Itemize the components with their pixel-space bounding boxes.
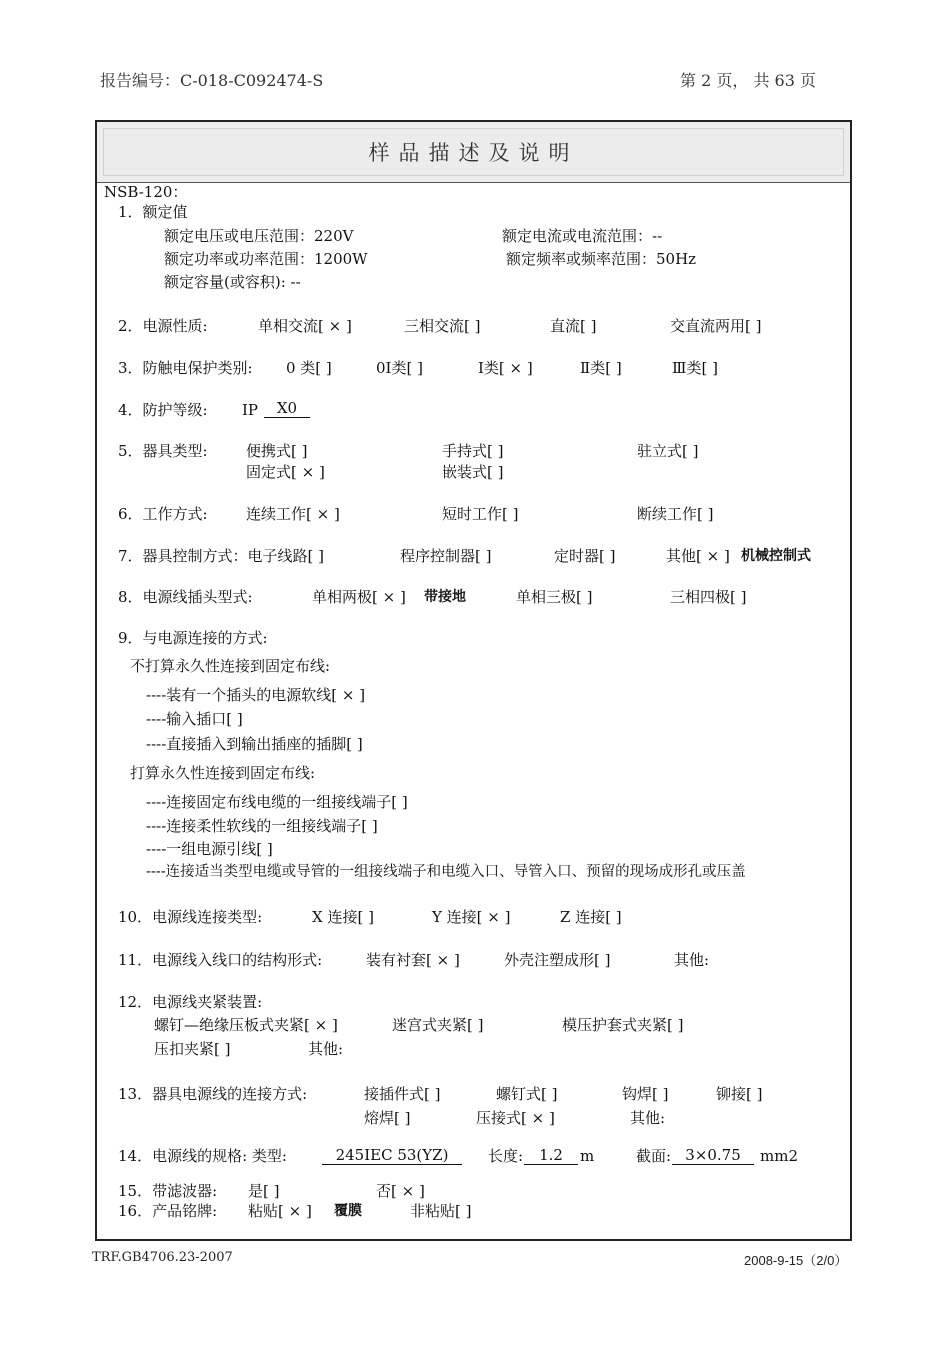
s2-option-dc: 直流[ ] — [550, 317, 597, 335]
rated-power: 额定功率或功率范围：1200W — [164, 250, 368, 268]
s11-option-moulded: 外壳注塑成形[ ] — [504, 951, 611, 969]
s2-option-single-phase-ac: 单相交流[ × ] — [258, 317, 352, 335]
rated-capacity: 额定容量(或容积): -- — [164, 273, 301, 291]
s5-option-portable: 便携式[ ] — [246, 442, 308, 460]
s8-label: 8．电源线插头型式: — [118, 588, 253, 606]
s12-option-screw-clamp: 螺钉—绝缘压板式夹紧[ × ] — [154, 1016, 338, 1034]
s12-option-snap-clamp: 压扣夹紧[ ] — [154, 1040, 231, 1058]
s3-option-class-i: Ⅰ类[ × ] — [478, 359, 533, 377]
s13-label: 13．器具电源线的连接方式: — [118, 1085, 308, 1103]
s5-option-built-in: 嵌装式[ ] — [442, 463, 504, 481]
s11-label: 11．电源线入线口的结构形式: — [118, 951, 323, 969]
s11-option-other: 其他: — [674, 951, 710, 969]
s5-option-handheld: 手持式[ ] — [442, 442, 504, 460]
form-title-bar — [97, 122, 850, 183]
s9-p-terminals-and-entries: ----连接适当类型电缆或导管的一组接线端子和电缆入口、导管入口、预留的现场成形孔或压盖 — [146, 864, 746, 880]
s15-option-yes: 是[ ] — [248, 1182, 280, 1200]
s10-label: 10．电源线连接类型: — [118, 908, 263, 926]
s13-option-plug-connector: 接插件式[ ] — [364, 1085, 441, 1103]
model-name: NSB-120： — [104, 183, 188, 201]
s12-option-other: 其他: — [308, 1040, 344, 1058]
s16-film-coated: 覆膜 — [334, 1203, 362, 1219]
rated-frequency: 额定频率或频率范围：50Hz — [506, 250, 697, 268]
s9-p-fixed-wiring-terminals: ----连接固定布线电缆的一组接线端子[ ] — [146, 793, 408, 811]
s3-option-class-0: 0 类[ ] — [286, 359, 332, 377]
cord-type-value: 245IEC 53(YZ) — [322, 1146, 462, 1165]
cord-section-unit: mm2 — [760, 1147, 798, 1165]
s11-option-bushing: 装有衬套[ × ] — [366, 951, 460, 969]
s7-option-timer: 定时器[ ] — [554, 547, 616, 565]
s3-label: 3．防触电保护类别: — [118, 359, 253, 377]
s16-option-adhesive: 粘贴[ × ] — [248, 1202, 312, 1220]
s12-option-labyrinth: 迷宫式夹紧[ ] — [392, 1016, 484, 1034]
s7-option-program-controller: 程序控制器[ ] — [400, 547, 492, 565]
s6-option-continuous: 连续工作[ × ] — [246, 505, 340, 523]
ip-rating-value: X0 — [264, 400, 310, 418]
footer-form-code: TRF.GB4706.23-2007 — [92, 1250, 233, 1265]
s13-option-crimp: 压接式[ × ] — [476, 1109, 555, 1127]
s7-option-other: 其他[ × ] — [666, 547, 730, 565]
s9-np-cord-with-plug: ----装有一个插头的电源软线[ × ] — [146, 686, 366, 704]
s9-p-flexible-cord-terminals: ----连接柔性软线的一组接线端子[ ] — [146, 817, 378, 835]
s13-option-weld: 熔焊[ ] — [364, 1109, 411, 1127]
s6-option-short-time: 短时工作[ ] — [442, 505, 519, 523]
cord-length-unit: m — [580, 1147, 595, 1165]
s2-option-ac-dc: 交直流两用[ ] — [670, 317, 762, 335]
s5-option-stationary: 驻立式[ ] — [637, 442, 699, 460]
cord-length-value: 1.2 — [524, 1146, 578, 1165]
s9-np-appliance-inlet: ----输入插口[ ] — [146, 710, 243, 728]
s16-label: 16．产品铭牌: — [118, 1202, 218, 1220]
s12-label: 12．电源线夹紧装置: — [118, 993, 263, 1011]
s10-option-z: Z 连接[ ] — [560, 908, 622, 926]
s10-option-x: X 连接[ ] — [312, 908, 374, 926]
page-info: 第 2 页， 共 63 页 — [680, 71, 816, 90]
s7-label-electronic: 7．器具控制方式：电子线路[ ] — [118, 547, 325, 565]
s14-label: 14．电源线的规格: 类型: — [118, 1147, 287, 1165]
section-title: 样品描述及说明 — [368, 141, 579, 165]
cord-section-label: 截面: — [636, 1147, 672, 1165]
rated-current: 额定电流或电流范围：-- — [502, 227, 663, 245]
s16-option-non-adhesive: 非粘贴[ ] — [410, 1202, 472, 1220]
s13-option-other: 其他: — [630, 1109, 666, 1127]
s8-with-earth: 带接地 — [424, 589, 466, 605]
s6-option-intermittent: 断续工作[ ] — [637, 505, 714, 523]
s15-label: 15．带滤波器: — [118, 1182, 218, 1200]
cord-length-label: 长度: — [488, 1147, 524, 1165]
s3-option-class-0i: 0Ⅰ类[ ] — [376, 359, 423, 377]
s8-option-single-three-pole: 单相三极[ ] — [516, 588, 593, 606]
s9-p-supply-leads: ----一组电源引线[ ] — [146, 840, 273, 858]
s8-option-three-four-pole: 三相四极[ ] — [670, 588, 747, 606]
s2-label: 2．电源性质: — [118, 317, 208, 335]
s9-permanent-heading: 打算永久性连接到固定布线: — [130, 764, 316, 782]
report-number: 报告编号：C-018-C092474-S — [100, 71, 324, 90]
s13-option-rivet: 铆接[ ] — [716, 1085, 763, 1103]
s9-np-plug-pins: ----直接插入到输出插座的插脚[ ] — [146, 735, 363, 753]
s9-label: 9．与电源连接的方式: — [118, 629, 268, 647]
s6-label: 6．工作方式: — [118, 505, 208, 523]
s9-non-permanent-heading: 不打算永久性连接到固定布线: — [130, 657, 331, 675]
rated-voltage: 额定电压或电压范围：220V — [164, 227, 354, 245]
s13-option-hook-solder: 钩焊[ ] — [622, 1085, 669, 1103]
s12-option-moulded-sleeve: 模压护套式夹紧[ ] — [562, 1016, 684, 1034]
s3-option-class-ii: Ⅱ类[ ] — [580, 359, 622, 377]
s15-option-no: 否[ × ] — [376, 1182, 425, 1200]
s5-label: 5．器具类型: — [118, 442, 208, 460]
ip-prefix: IP — [242, 401, 259, 419]
s10-option-y: Y 连接[ × ] — [432, 908, 511, 926]
s8-option-single-two-pole: 单相两极[ × ] — [312, 588, 406, 606]
cord-section-value: 3×0.75 — [672, 1146, 754, 1165]
footer-date-version: 2008-9-15（2/0） — [744, 1253, 848, 1268]
s5-option-fixed: 固定式[ × ] — [246, 463, 325, 481]
s3-option-class-iii: Ⅲ类[ ] — [672, 359, 718, 377]
s2-option-three-phase-ac: 三相交流[ ] — [404, 317, 481, 335]
s1-label: 1．额定值 — [118, 203, 188, 221]
s4-label: 4．防护等级: — [118, 401, 208, 419]
s7-other-mechanical: 机械控制式 — [741, 548, 811, 564]
s13-option-screw: 螺钉式[ ] — [496, 1085, 558, 1103]
